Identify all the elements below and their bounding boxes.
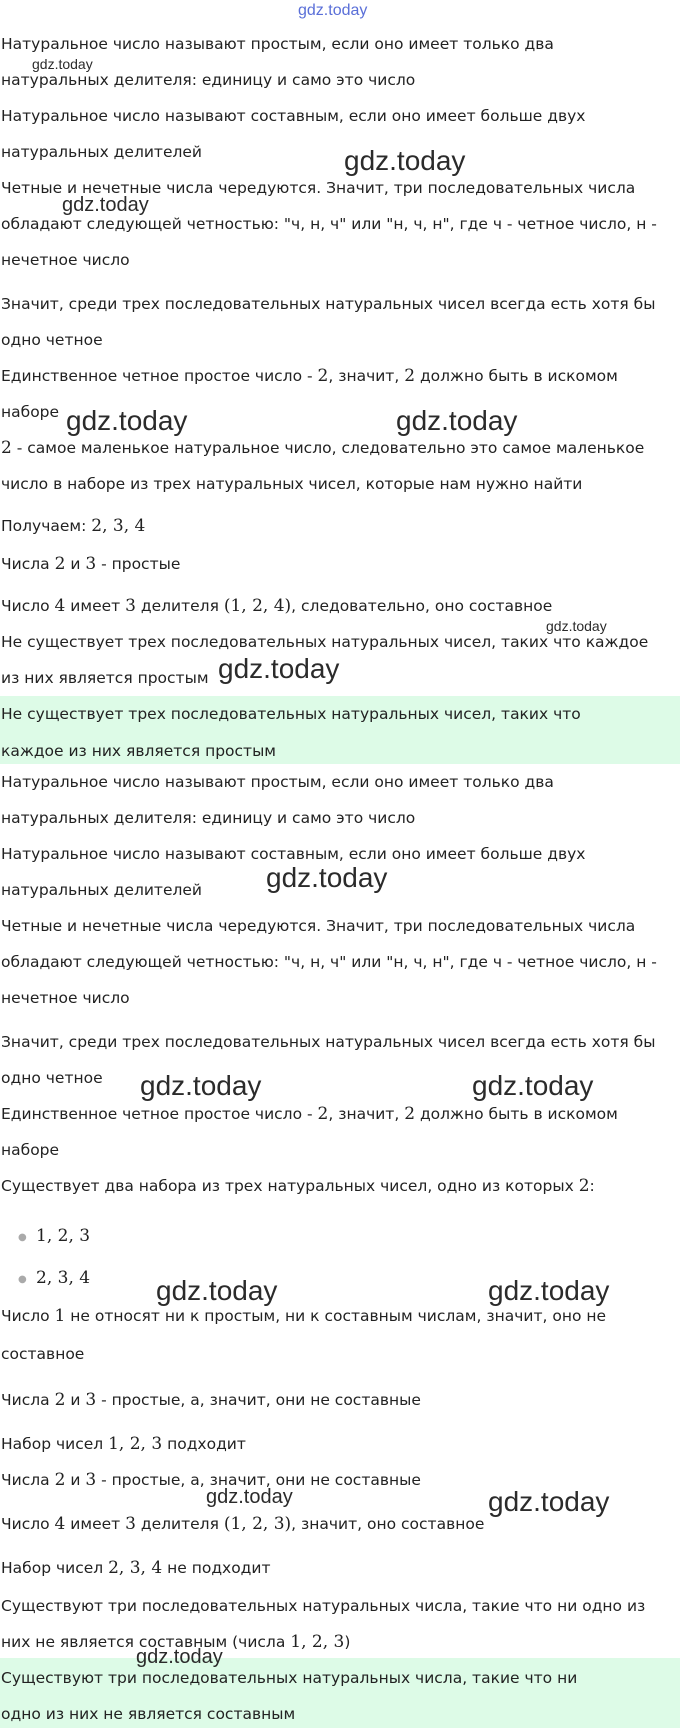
p2-one-neither-line2: составное bbox=[1, 1345, 85, 1363]
p1-result bbox=[1, 516, 145, 536]
watermark: gdz.today bbox=[546, 618, 607, 634]
text: Набор чисел bbox=[1, 1435, 109, 1453]
p1-def-prime-line1: Натуральное число называют простым, если оно имеет только два bbox=[1, 35, 554, 53]
math: 2 bbox=[578, 1176, 590, 1196]
text: не относят ни к простым, ни к составным числам, значит, оно не bbox=[65, 1307, 607, 1325]
text: имеет bbox=[65, 1515, 126, 1533]
watermark: gdz.today bbox=[396, 405, 518, 436]
p2-one-neither-line1 bbox=[1, 1306, 606, 1326]
text: , значит, оно составное bbox=[291, 1515, 485, 1533]
math: 3 bbox=[85, 1390, 97, 1410]
text: и bbox=[65, 1391, 86, 1409]
p1-only-even-prime-line1 bbox=[1, 366, 618, 386]
text: Число bbox=[1, 1515, 55, 1533]
math: 2 bbox=[54, 1390, 66, 1410]
watermark: gdz.today bbox=[156, 1275, 278, 1306]
p2-parity-line1: Четные и нечетные числа чередуются. Значит, три последовательных числа bbox=[1, 917, 636, 935]
text: не подходит bbox=[162, 1559, 271, 1577]
text: Число bbox=[1, 597, 55, 615]
p1-conclusion-line2: из них является простым bbox=[1, 669, 209, 687]
text: них не является составным (числа bbox=[1, 1633, 291, 1651]
text: - простые, а, значит, они не составные bbox=[96, 1471, 421, 1489]
text: подходит bbox=[162, 1435, 246, 1453]
text: Числа bbox=[1, 1471, 55, 1489]
answer-1-line1: Не существует трех последовательных натуральных чисел, таких что bbox=[1, 705, 581, 723]
p2-parity-line3: нечетное число bbox=[1, 989, 130, 1007]
text: Набор чисел bbox=[1, 1559, 109, 1577]
p2-set-123-fits bbox=[1, 1434, 246, 1454]
p2-four-composite bbox=[1, 1514, 484, 1534]
p1-smallest-line1 bbox=[1, 438, 644, 458]
p1-parity-line1: Четные и нечетные числа чередуются. Значит, три последовательных числа bbox=[1, 179, 636, 197]
bullet-set-1: 1, 2, 3 bbox=[36, 1226, 91, 1246]
text: Числа bbox=[1, 555, 55, 573]
watermark: gdz.today bbox=[488, 1275, 610, 1306]
watermark: gdz.today bbox=[136, 1646, 223, 1668]
math: 2 bbox=[317, 366, 329, 386]
math: 1, 2, 3 bbox=[108, 1434, 163, 1454]
text: делителя bbox=[135, 597, 224, 615]
watermark: gdz.today bbox=[472, 1070, 594, 1101]
p2-conclusion-line1: Существуют три последовательных натуральных числа, такие что ни одно из bbox=[1, 1597, 646, 1615]
p2-set-234-fails bbox=[1, 1558, 271, 1578]
math: (1, 2, 4) bbox=[223, 596, 292, 616]
p2-parity-line2: обладают следующей четностью: "ч, н, ч" или "н, ч, н", где ч - четное число, н - bbox=[1, 953, 657, 971]
bullet-dot: ● bbox=[18, 1232, 27, 1243]
text: - самое маленькое натуральное число, следовательно это самое маленькое bbox=[11, 439, 645, 457]
watermark: gdz.today bbox=[66, 405, 188, 436]
math: 4 bbox=[54, 596, 66, 616]
text: - простые, а, значит, они не составные bbox=[96, 1391, 421, 1409]
p2-def-prime-line2: натуральных делителя: единицу и само это число bbox=[1, 809, 416, 827]
text: , следовательно, оно составное bbox=[291, 597, 553, 615]
p1-only-even-prime-line2: наборе bbox=[1, 403, 60, 421]
top-watermark: gdz.today bbox=[298, 2, 368, 19]
p1-conclusion-line1: Не существует трех последовательных натуральных чисел, таких что каждое bbox=[1, 633, 649, 651]
math: 2, 3, 4 bbox=[91, 516, 146, 536]
text: - простые bbox=[96, 555, 181, 573]
math: 2 bbox=[54, 554, 66, 574]
math: 2 bbox=[1, 438, 12, 458]
p1-two-three-prime bbox=[1, 554, 180, 574]
p1-smallest-line2: число в наборе из трех натуральных чисел, которые нам нужно найти bbox=[1, 475, 583, 493]
text: и bbox=[65, 555, 86, 573]
text: , значит, bbox=[328, 367, 405, 385]
math: 2 bbox=[54, 1470, 66, 1490]
text: ) bbox=[344, 1633, 351, 1651]
p1-def-prime-line2: натуральных делителя: единицу и само это число bbox=[1, 71, 416, 89]
text: делителя bbox=[135, 1515, 224, 1533]
text: Единственное четное простое число - bbox=[1, 1105, 318, 1123]
math: 3 bbox=[125, 596, 136, 616]
text: имеет bbox=[65, 597, 126, 615]
text: Единственное четное простое число - bbox=[1, 367, 318, 385]
math: 1, 2, 3 bbox=[290, 1632, 345, 1652]
math: 4 bbox=[54, 1514, 66, 1534]
p1-parity-line3: нечетное число bbox=[1, 251, 130, 269]
p2-only-even-prime-line1 bbox=[1, 1104, 618, 1124]
p1-four-composite bbox=[1, 596, 552, 616]
text: должно быть в искомом bbox=[415, 367, 618, 385]
text: и bbox=[65, 1471, 86, 1489]
watermark: gdz.today bbox=[266, 862, 388, 893]
p1-def-composite-line2: натуральных делителей bbox=[1, 143, 203, 161]
p2-two-sets bbox=[1, 1176, 595, 1196]
p2-def-composite-line1: Натуральное число называют составным, если оно имеет больше двух bbox=[1, 845, 586, 863]
p2-def-prime-line1: Натуральное число называют простым, если оно имеет только два bbox=[1, 773, 554, 791]
p2-def-composite-line2: натуральных делителей bbox=[1, 881, 203, 899]
text: должно быть в искомом bbox=[415, 1105, 618, 1123]
text: Числа bbox=[1, 1391, 55, 1409]
text: Число bbox=[1, 1307, 55, 1325]
bullet-set-2: 2, 3, 4 bbox=[36, 1268, 91, 1288]
math: 3 bbox=[85, 1470, 97, 1490]
p2-only-even-prime-line2: наборе bbox=[1, 1141, 60, 1159]
watermark: gdz.today bbox=[140, 1070, 262, 1101]
math: 2 bbox=[404, 366, 416, 386]
math: 3 bbox=[85, 554, 97, 574]
math: 1 bbox=[54, 1306, 66, 1326]
text: Существует два набора из трех натуральных чисел, одно из которых bbox=[1, 1177, 579, 1195]
text: : bbox=[589, 1177, 595, 1195]
p2-even-exists-line2: одно четное bbox=[1, 1069, 103, 1087]
math: 2, 3, 4 bbox=[108, 1558, 163, 1578]
math: 3 bbox=[125, 1514, 136, 1534]
p1-even-exists-line1: Значит, среди трех последовательных натуральных чисел всегда есть хотя бы bbox=[1, 295, 656, 313]
watermark: gdz.today bbox=[32, 56, 93, 72]
text: , значит, bbox=[328, 1105, 405, 1123]
watermark: gdz.today bbox=[206, 1486, 293, 1508]
p1-even-exists-line2: одно четное bbox=[1, 331, 103, 349]
p1-def-composite-line1: Натуральное число называют составным, если оно имеет больше двух bbox=[1, 107, 586, 125]
math: 2 bbox=[317, 1104, 329, 1124]
watermark: gdz.today bbox=[344, 145, 466, 176]
p2-two-three-prime-a bbox=[1, 1390, 421, 1410]
math: (1, 2, 3) bbox=[223, 1514, 292, 1534]
watermark: gdz.today bbox=[62, 194, 149, 216]
text: Получаем: bbox=[1, 517, 92, 535]
answer-1-line2: каждое из них является простым bbox=[1, 742, 277, 760]
bullet-dot: ● bbox=[18, 1274, 27, 1285]
watermark: gdz.today bbox=[218, 653, 340, 684]
math: 2 bbox=[404, 1104, 416, 1124]
watermark: gdz.today bbox=[488, 1486, 610, 1517]
p1-parity-line2: обладают следующей четностью: "ч, н, ч" или "н, ч, н", где ч - четное число, н - bbox=[1, 215, 657, 233]
p2-even-exists-line1: Значит, среди трех последовательных натуральных чисел всегда есть хотя бы bbox=[1, 1033, 656, 1051]
answer-2-line2: одно из них не является составным bbox=[1, 1705, 296, 1723]
answer-2-line1: Существуют три последовательных натуральных числа, такие что ни bbox=[1, 1669, 578, 1687]
